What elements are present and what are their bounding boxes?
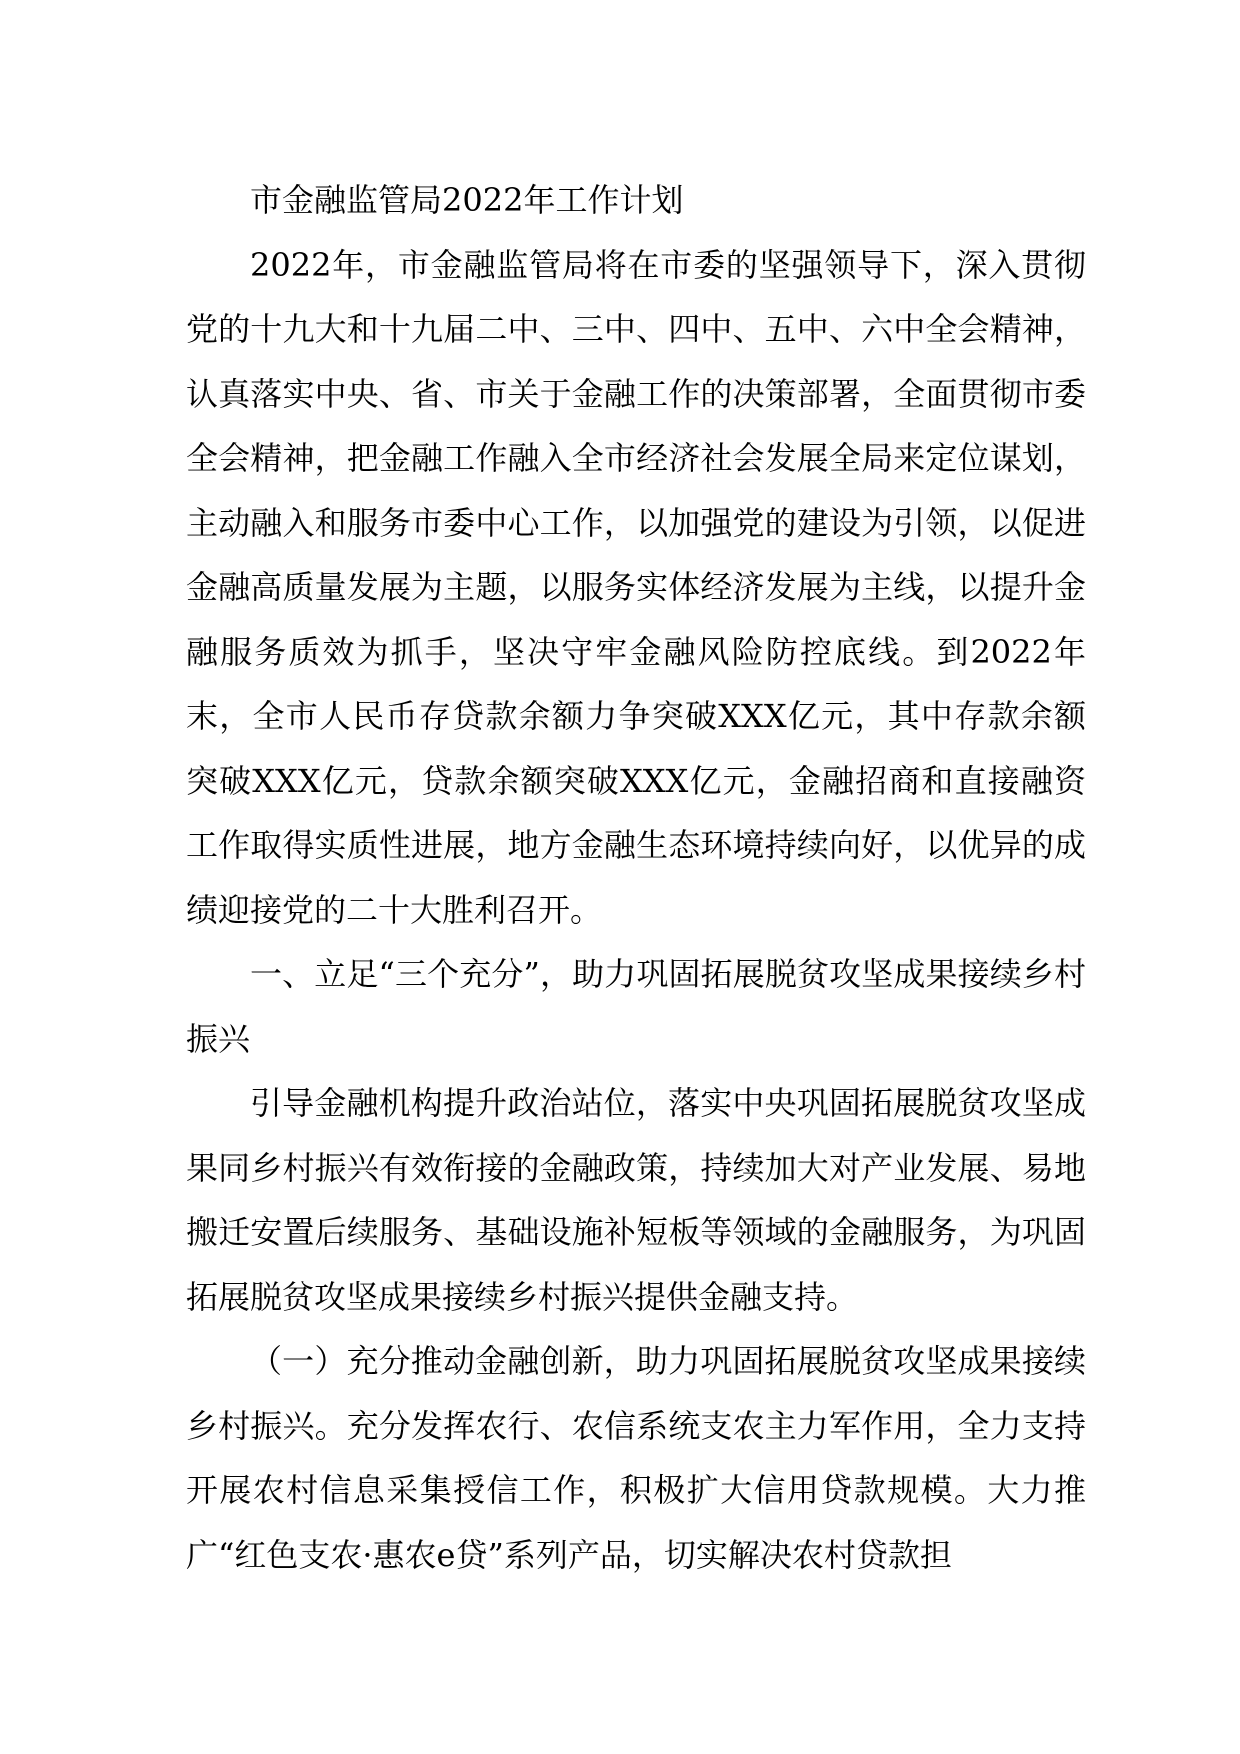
document-title: 市金融监管局2022年工作计划 [250, 181, 684, 219]
paragraph-section-1: 引导金融机构提升政治站位，落实中央巩固拓展脱贫攻坚成果同乡村振兴有效衔接的金融政策，持续加大对产业发展、易地搬迁安置后续服务、基础设施补短板等领域的金融服务，为巩固拓展脱贫攻坚成果接续乡村振兴提供金融支持。 [186, 1084, 1086, 1316]
paragraph-subsection-1: （一）充分推动金融创新，助力巩固拓展脱贫攻坚成果接续乡村振兴。充分发挥农行、农信系统支农主力军作用，全力支持开展农村信息采集授信工作，积极扩大信用贷款规模。大力推广“红色支农·惠农e贷”系列产品，切实解决农村贷款担 [186, 1342, 1086, 1574]
document-body [186, 168, 1086, 1587]
section-heading-1: 一、立足“三个充分”，助力巩固拓展脱贫攻坚成果接续乡村振兴 [186, 955, 1086, 1058]
paragraph-intro: 2022年，市金融监管局将在市委的坚强领导下，深入贯彻党的十九大和十九届二中、三中、四中、五中、六中全会精神，认真落实中央、省、市关于金融工作的决策部署，全面贯彻市委全会精神，把金融工作融入全市经济社会发展全局来定位谋划，主动融入和服务市委中心工作，以加强党的建设为引领，以促进金融高质量发展为主题，以服务实体经济发展为主线，以提升金融服务质效为抓手，坚决守牢金融风险防控底线。到2022年末，全市人民币存贷款余额力争突破XXX亿元，其中存款余额突破XXX亿元，贷款余额突破XXX亿元，金融招商和直接融资工作取得实质性进展，地方金融生态环境持续向好，以优异的成绩迎接党的二十大胜利召开。 [186, 245, 1086, 929]
